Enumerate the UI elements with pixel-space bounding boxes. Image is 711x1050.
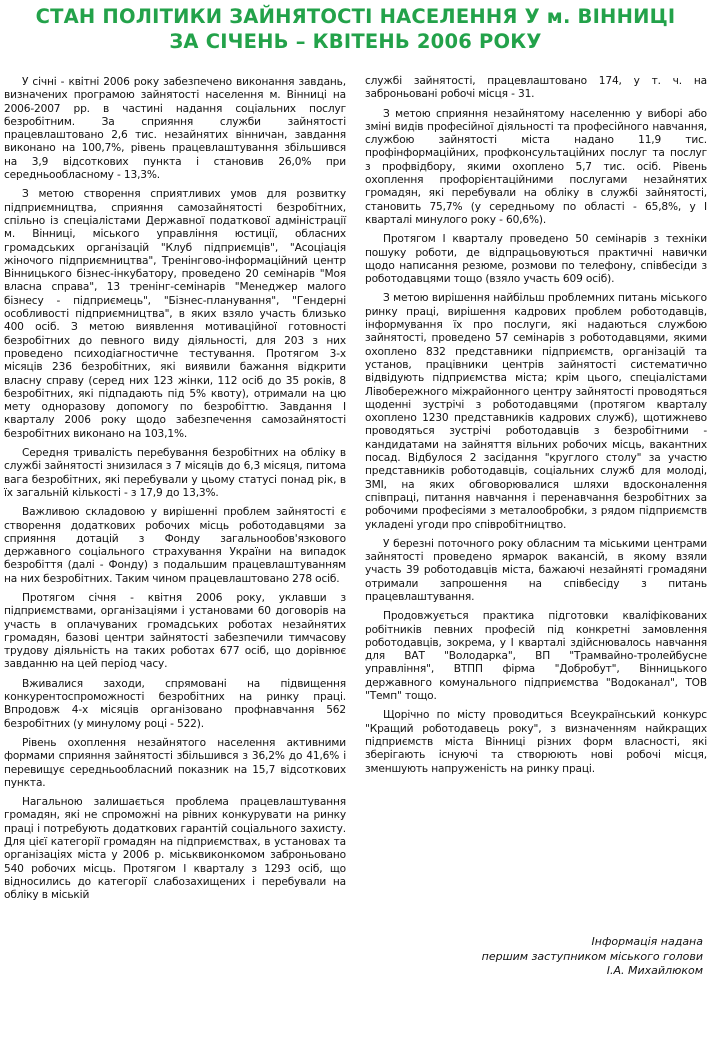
paragraph-continued: службі зайнятості, працевлаштовано 174, у т. ч. на заброньовані робочі місця - 31. <box>365 75 707 101</box>
signature-block <box>373 935 703 979</box>
paragraph: Рівень охоплення незайнятого населення активними формами сприяння зайнятості збільшився з 36,2% до 41,6% і перевищує середньообласний показник на 15,7 відсоткових пункта. <box>4 736 346 789</box>
paragraph: З метою створення сприятливих умов для розвитку підприємництва, сприяння самозайнятості безробітних, спільно із спеціалістами Державної податкової адміністрації м. Вінниці, міського управління юстиції, обласних громадських організацій "Клуб підприємців", "Асоціація жіночого підприємництва", Тренінгово-інформаційний центр Вінницького бізнес-інкубатору, проведено 20 семінарів "Моя власна справа", 13 тренінг-семінарів "Менеджер малого бізнесу - підприємець", "Бізнес-планування", "Гендерні особливості підприємництва", в яких взяло участь близько 400 осіб. З метою виявлення мотиваційної готовності безробітних до певного виду діяльності, для 203 з них проведено психодіагностичне тестування. Протягом 3-х місяців 236 безробітних, які виявили бажання відкрити власну справу (серед них 123 жінки, 112 осіб до 35 років, 8 безробітних, які підпадають під 5% квоту), отримали на цю мету одноразову допомогу по безробіттю. Завдання І кварталу 2006 року щодо забезпечення самозайнятості безробітних виконано на 103,1%. <box>4 188 346 440</box>
signature-line-3: І.А. Михайлюком <box>606 964 703 977</box>
paragraph: Щорічно по місту проводиться Всеукраїнський конкурс "Кращий роботодавець року", з визначенням найкращих підприємств міста Вінниці різних форм власності, які зберігають існуючі та створюють нові робочі місця, зменшують напруженість на ринку праці. <box>365 709 707 775</box>
paragraph: Протягом січня - квітня 2006 року, уклавши з підприємствами, організаціями і установами 60 договорів на участь в оплачуваних громадських роботах незайнятих громадян, базові центри зайнятості забезпечили тимчасову трудову діяльність на таких роботах 677 осіб, що дорівнює завданню на цей період часу. <box>4 591 346 671</box>
signature-line-1: Інформація надана <box>591 935 703 948</box>
page-title <box>0 4 711 54</box>
title-line-2: ЗА СІЧЕНЬ – КВІТЕНЬ 2006 РОКУ <box>169 30 542 53</box>
signature-line-2: першим заступником міського голови <box>481 949 703 963</box>
paragraph: Важливою складовою у вирішенні проблем зайнятості є створення додаткових робочих місць роботодавцями за сприяння дотацій з Фонду загальнообов'язкового державного соціального страхування України на випадок безробіття (далі - Фонду) з подальшим працевлаштуванням на них безробітних. Таким чином працевлаштовано 278 осіб. <box>4 506 346 585</box>
paragraph: Протягом І кварталу проведено 50 семінарів з техніки пошуку роботи, де відпрацьовуються практичні навички щодо написання резюме, розмови по телефону, співбесіди з роботодавцями тощо (взяло участь 609 осіб). <box>365 233 707 286</box>
paragraph: З метою сприяння незайнятому населенню у виборі або зміні видів професійної діяльності та професійного навчання, службою зайнятості міста надано 11,9 тис. профінформаційних, профконсультаційних послуг та послуг з профвідбору, якими охоплено 5,7 тис. осіб. Рівень охоплення профорієнтаційними послугами незайнятих громадян, які перебували на обліку в службі зайнятості, становить 75,7% (у середньому по області - 65,8%, у І кварталі минулого року - 60,6%). <box>365 107 707 226</box>
right-column <box>365 75 707 782</box>
title-line-1: СТАН ПОЛІТИКИ ЗАЙНЯТОСТІ НАСЕЛЕННЯ У м. ВІННИЦІ <box>35 5 676 28</box>
paragraph: Продовжується практика підготовки кваліфікованих робітників певних професій під конкретні замовлення роботодавців, зокрема, у І кварталі здійснювалось навчання для ВАТ "Володарка", ВП "Трамвайно-тролейбусне управління", ВТПП фірма "Добробут", Вінницького державного комунального підприємства "Водоканал", ТОВ "Темп" тощо. <box>365 610 707 703</box>
paragraph: У січні - квітні 2006 року забезпечено виконання завдань, визначених програмою зайнятості населення м. Вінниці на 2006-2007 рр. в частині надання соціальних послуг безробітним. За сприяння служби зайнятості працевлаштовано 2,6 тис. незайнятих вінничан, завдання виконано на 100,7%, рівень працевлаштування збільшився на 3,9 відсоткових пункта і становив 26,0% при середньообласному - 13,3%. <box>4 76 346 182</box>
left-column <box>4 76 346 909</box>
paragraph: Нагальною залишається проблема працевлаштування громадян, які не спроможні на рівних конкурувати на ринку праці і потребують додаткових гарантій соціального захисту. Для цієї категорії громадян на підприємствах, в установах та організаціях міста у 2006 р. міськвиконкомом заброньовано 540 робочих місць. Протягом І кварталу з 1293 осіб, що відносились до категорії слабозахищених і перебували на обліку в міській <box>4 796 346 902</box>
paragraph: Вживалися заходи, спрямовані на підвищення конкурентоспроможності безробітних на ринку праці. Впродовж 4-х місяців організовано профнавчання 562 безробітних (у минулому році - 522). <box>4 677 346 730</box>
paragraph: У березні поточного року обласним та міськими центрами зайнятості проведено ярмарок вакансій, в якому взяли участь 39 роботодавців міста, бажаючі незайняті громадяни отримали запрошення на співбесіду з питань працевлаштування. <box>365 537 707 603</box>
paragraph: Середня тривалість перебування безробітних на обліку в службі зайнятості знизилася з 7 місяців до 6,3 місяця, питома вага безробітних, які перебували у цьому статусі понад рік, в їх загальній кількості - з 17,9 до 13,3%. <box>4 447 346 499</box>
paragraph: З метою вирішення найбільш проблемних питань міського ринку праці, вирішення кадрових проблем роботодавців, інформування їх про послуги, які надаються службою зайнятості, проведено 57 семінарів з роботодавцями, якими охоплено 832 представники підприємств, організацій та установ, працівники центрів зайнятості систематично відвідують підприємства міста; крім цього, спеціалістами Лівобережного міжрайонного центру зайнятості проводяться щоденні зустрічі з роботодавцями (протягом кварталу охоплено 1230 представників кадрових служб), щотижнево проводяться зустрічі роботодавців з безробітними - кандидатами на зайняття вільних робочих місць, вакантних посад. Відбулося 2 засідання "круглого столу" за участю представників роботодавців, соціальних служб для молоді, ЗМІ, на яких обговорювалися шляхи вдосконалення співпраці, питання навчання і перенавчання безробітних за робочими професіями з металообробки, з рядом підприємств укладені угоди про співробітництво. <box>365 292 707 531</box>
